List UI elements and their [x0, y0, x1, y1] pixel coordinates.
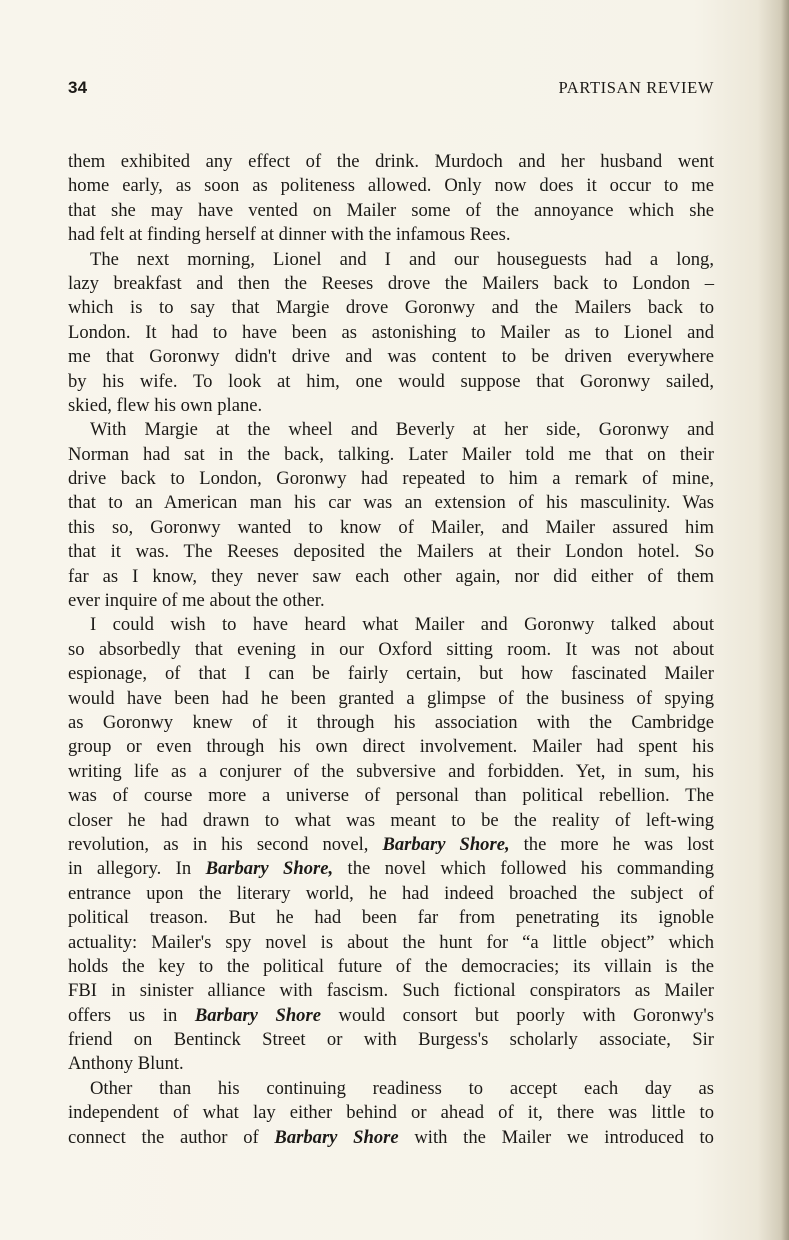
body-text — [68, 150, 714, 1150]
text-segment: the more he was lost — [509, 833, 714, 855]
text-line — [68, 418, 714, 442]
text-segment: Norman had sat in the back, talking. Later Mailer told me that on their — [68, 443, 714, 465]
paragraph — [68, 613, 714, 1076]
text-line — [68, 199, 714, 223]
text-line — [68, 565, 714, 589]
text-segment: I could wish to have heard what Mailer and Goronwy talked about — [90, 614, 714, 636]
text-segment: this so, Goronwy wanted to know of Mailer, and Mailer assured him — [68, 516, 714, 538]
text-segment: political treason. But he had been far from penetrating its ignoble — [68, 907, 714, 929]
text-segment: actuality: Mailer's spy novel is about the hunt for “a little object” which — [68, 931, 714, 953]
text-line — [68, 784, 714, 808]
page-spine-shadow — [781, 0, 789, 1240]
paragraph — [68, 1077, 714, 1150]
page-number: 34 — [68, 78, 88, 97]
text-segment: would have been had he been granted a glimpse of the business of spying — [68, 687, 714, 709]
text-segment: offers us in — [68, 1004, 195, 1026]
text-segment: far as I know, they never saw each other again, nor did either of them — [68, 565, 714, 587]
text-line — [68, 882, 714, 906]
text-segment: writing life as a conjurer of the subversive and forbidden. Yet, in sum, his — [68, 760, 714, 782]
text-segment: friend on Bentinck Street or with Burgess's scholarly associate, Sir — [68, 1029, 714, 1051]
text-segment: me that Goronwy didn't drive and was content to be driven everywhere — [68, 346, 714, 368]
text-segment: closer he had drawn to what was meant to be the reality of left-wing — [68, 809, 714, 831]
text-line — [68, 1004, 714, 1028]
text-segment: so absorbedly that evening in our Oxford sitting room. It was not about — [68, 638, 714, 660]
text-segment: Other than his continuing readiness to accept each day as — [90, 1077, 714, 1099]
text-line — [68, 809, 714, 833]
book-title-reference: Barbary Shore, — [382, 833, 510, 855]
text-line — [68, 955, 714, 979]
text-segment: home early, as soon as politeness allowed. Only now does it occur to me — [68, 175, 714, 197]
text-line — [68, 150, 714, 174]
text-line — [68, 321, 714, 345]
text-segment: that it was. The Reeses deposited the Mailers at their London hotel. So — [68, 541, 714, 563]
text-segment: connect the author of — [68, 1126, 275, 1148]
text-line — [68, 760, 714, 784]
text-segment: The next morning, Lionel and I and our houseguests had a long, — [90, 248, 714, 270]
text-segment: independent of what lay either behind or ahead of it, there was little to — [68, 1102, 714, 1124]
book-title-reference: Barbary Shore — [274, 1126, 399, 1148]
text-line — [68, 248, 714, 272]
running-head — [68, 78, 714, 102]
book-title-reference: Barbary Shore, — [205, 858, 334, 880]
text-segment: would consort but poorly with Goronwy's — [320, 1004, 715, 1026]
text-segment: them exhibited any effect of the drink. Murdoch and her husband went — [68, 151, 714, 172]
book-title-reference: Barbary Shore — [194, 1004, 321, 1026]
text-segment: espionage, of that I can be fairly certain, but how fascinated Mailer — [68, 663, 714, 685]
text-segment: by his wife. To look at him, one would suppose that Goronwy sailed, — [68, 370, 714, 392]
text-segment: revolution, as in his second novel, — [68, 833, 383, 855]
text-segment: the novel which followed his commanding — [333, 858, 714, 880]
text-line — [68, 589, 714, 613]
text-line — [68, 1101, 714, 1125]
text-line — [68, 1052, 714, 1076]
paragraph — [68, 418, 714, 613]
text-segment: had felt at finding herself at dinner with the infamous Rees. — [68, 224, 511, 246]
text-line — [68, 467, 714, 491]
paragraph — [68, 248, 714, 419]
text-segment: was of course more a universe of personal than political rebellion. The — [68, 785, 714, 807]
text-segment: skied, flew his own plane. — [68, 394, 263, 416]
text-line — [68, 711, 714, 735]
text-line — [68, 223, 714, 247]
text-segment: ever inquire of me about the other. — [68, 590, 325, 612]
text-line — [68, 638, 714, 662]
text-line — [68, 979, 714, 1003]
text-line — [68, 1077, 714, 1101]
text-line — [68, 613, 714, 637]
text-line — [68, 1126, 714, 1150]
text-line — [68, 174, 714, 198]
text-segment: lazy breakfast and then the Reeses drove the Mailers back to London – — [68, 272, 714, 294]
text-segment: with the Mailer we introduced to — [398, 1126, 714, 1148]
journal-title: PARTISAN REVIEW — [558, 78, 714, 97]
text-line — [68, 443, 714, 467]
text-segment: which is to say that Margie drove Goronwy and the Mailers back to — [68, 297, 714, 319]
text-segment: London. It had to have been as astonishing to Mailer as to Lionel and — [68, 321, 714, 343]
text-line — [68, 833, 714, 857]
text-line — [68, 735, 714, 759]
text-line — [68, 296, 714, 320]
paragraph — [68, 150, 714, 248]
text-line — [68, 931, 714, 955]
text-line — [68, 662, 714, 686]
text-line — [68, 906, 714, 930]
text-line — [68, 272, 714, 296]
text-segment: With Margie at the wheel and Beverly at her side, Goronwy and — [90, 419, 714, 441]
text-segment: drive back to London, Goronwy had repeated to him a remark of mine, — [68, 468, 714, 490]
text-line — [68, 394, 714, 418]
text-segment: holds the key to the political future of the democracies; its villain is the — [68, 955, 714, 977]
text-segment: that to an American man his car was an extension of his masculinity. Was — [68, 492, 714, 514]
text-line — [68, 516, 714, 540]
text-segment: that she may have vented on Mailer some of the annoyance which she — [68, 199, 714, 221]
text-line — [68, 687, 714, 711]
text-segment: in allegory. In — [68, 858, 206, 880]
text-line — [68, 345, 714, 369]
text-segment: entrance upon the literary world, he had indeed broached the subject of — [68, 882, 714, 904]
text-segment: FBI in sinister alliance with fascism. Such fictional conspirators as Mailer — [68, 980, 714, 1002]
text-line — [68, 540, 714, 564]
text-line — [68, 1028, 714, 1052]
text-segment: group or even through his own direct involvement. Mailer had spent his — [68, 736, 714, 758]
text-line — [68, 857, 714, 881]
text-segment: Anthony Blunt. — [68, 1053, 184, 1075]
text-line — [68, 491, 714, 515]
text-line — [68, 370, 714, 394]
text-segment: as Goronwy knew of it through his association with the Cambridge — [68, 711, 714, 733]
